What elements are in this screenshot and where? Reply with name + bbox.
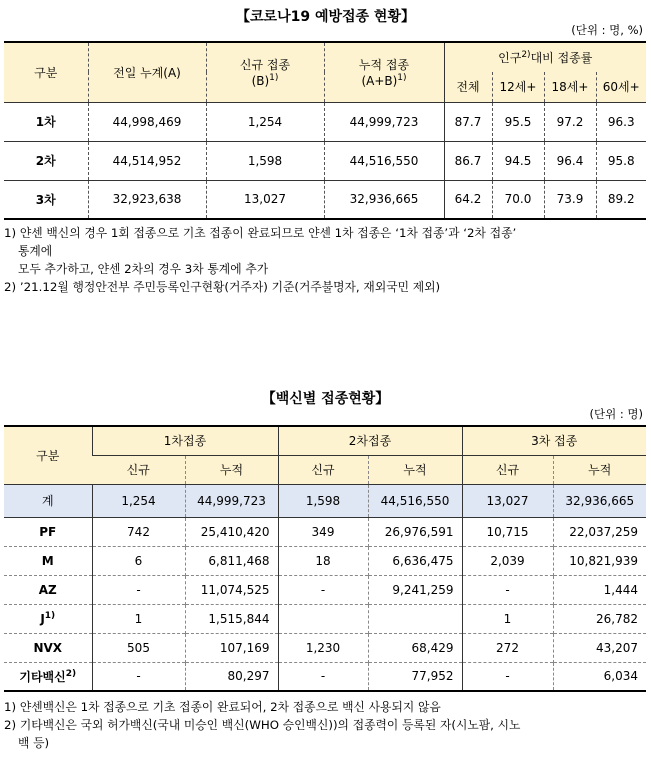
cell: 18	[278, 546, 368, 575]
table-row	[4, 604, 646, 633]
cell-cum: 32,936,665	[324, 180, 444, 219]
cell-rate: 64.2	[444, 180, 492, 219]
table-row	[4, 517, 646, 546]
cell: 1	[462, 604, 553, 633]
cell: 6,034	[553, 662, 646, 691]
cell-new: 13,027	[206, 180, 324, 219]
table-row	[4, 575, 646, 604]
header-new: 신규 접종 $(B)^{1)}$	[206, 42, 324, 102]
header-cum: 누적	[553, 455, 646, 484]
vaccination-status-title: 【코로나19 예방접종 현황】	[236, 9, 415, 25]
vaccine-type-status-title: 【백신별 접종현황】	[261, 391, 390, 407]
cell-rate: 95.5	[492, 102, 544, 141]
cell: 68,429	[368, 633, 462, 662]
header-category: 구분	[4, 42, 88, 102]
cell-rate: 94.5	[492, 141, 544, 180]
cell: 80,297	[185, 662, 278, 691]
cell: 1,444	[553, 575, 646, 604]
vaccination-status-table	[4, 41, 646, 220]
footnote: 2) 기타백신은 국외 허가백신(국내 미승인 백신(WHO 승인백신))의 접종력이 등록된 자(시노팜, 시노	[4, 718, 521, 732]
table1-footnotes	[4, 224, 649, 296]
footnote: 1) 얀센백신은 1차 접종으로 기초 접종이 완료되어, 2차 접종으로 백신 사용되지 않음	[4, 700, 441, 714]
cell-rate: 87.7	[444, 102, 492, 141]
table-row	[4, 546, 646, 575]
cell-rate: 70.0	[492, 180, 544, 219]
row-label: 1차	[4, 102, 88, 141]
cell: 43,207	[553, 633, 646, 662]
row-label: 기타백신$^{2)}$	[4, 662, 92, 691]
cell: -	[92, 575, 185, 604]
cell: 1,515,844	[185, 604, 278, 633]
table-row	[4, 180, 646, 219]
footnote: 백 등)	[18, 736, 50, 750]
row-label: 3차	[4, 180, 88, 219]
cell: 272	[462, 633, 553, 662]
header-rate-all: 전체	[444, 72, 492, 102]
header-dose3: 3차 접종	[462, 426, 646, 455]
cell-prev: 44,514,952	[88, 141, 206, 180]
cell: 1,230	[278, 633, 368, 662]
cell: 44,516,550	[368, 484, 462, 517]
cell-prev: 32,923,638	[88, 180, 206, 219]
cell: 77,952	[368, 662, 462, 691]
row-label: PF	[4, 517, 92, 546]
header-dose2: 2차접종	[278, 426, 462, 455]
cell	[278, 604, 368, 633]
header-cum: 누적	[185, 455, 278, 484]
table2-footnotes	[4, 698, 649, 752]
cell: 10,715	[462, 517, 553, 546]
cell-prev: 44,998,469	[88, 102, 206, 141]
cell-new: 1,598	[206, 141, 324, 180]
cell: 25,410,420	[185, 517, 278, 546]
header-new: 신규	[278, 455, 368, 484]
header-cum: 누적	[368, 455, 462, 484]
header-rate-18: 18세+	[544, 72, 596, 102]
vaccine-type-table	[4, 425, 646, 692]
cell: 6,811,468	[185, 546, 278, 575]
row-label: NVX	[4, 633, 92, 662]
cell-rate: 73.9	[544, 180, 596, 219]
cell-rate: 95.8	[596, 141, 646, 180]
cell-cum: 44,516,550	[324, 141, 444, 180]
cell: 22,037,259	[553, 517, 646, 546]
header-prev-cum: 전일 누계(A)	[88, 42, 206, 102]
cell: 13,027	[462, 484, 553, 517]
cell-new: 1,254	[206, 102, 324, 141]
row-label: 2차	[4, 141, 88, 180]
cell	[368, 604, 462, 633]
cell: 44,999,723	[185, 484, 278, 517]
header-rate: 인구$^{2)}$대비 접종률	[444, 42, 646, 72]
cell: 32,936,665	[553, 484, 646, 517]
cell: 11,074,525	[185, 575, 278, 604]
table-row	[4, 662, 646, 691]
row-label: 계	[4, 484, 92, 517]
header-dose1: 1차접종	[92, 426, 278, 455]
cell: 9,241,259	[368, 575, 462, 604]
cell: -	[462, 575, 553, 604]
header-new: 신규	[462, 455, 553, 484]
cell: -	[92, 662, 185, 691]
cell: -	[462, 662, 553, 691]
header-new: 신규	[92, 455, 185, 484]
cell: 742	[92, 517, 185, 546]
table1-unit: (단위 : 명, %)	[571, 23, 643, 37]
footnote: 모두 추가하고, 얀센 2차의 경우 3차 통계에 추가	[18, 262, 269, 276]
footnote: 통계에	[18, 244, 53, 258]
header-cum: 누적 접종 $(A+B)^{1)}$	[324, 42, 444, 102]
cell: 107,169	[185, 633, 278, 662]
cell: 1,598	[278, 484, 368, 517]
row-label: AZ	[4, 575, 92, 604]
header-rate-12: 12세+	[492, 72, 544, 102]
cell: 2,039	[462, 546, 553, 575]
cell: 10,821,939	[553, 546, 646, 575]
footnote: 1) 얀센 백신의 경우 1회 접종으로 기초 접종이 완료되므로 얀센 1차 접종은 ‘1차 접종’과 ‘2차 접종’	[4, 226, 517, 240]
table2-unit: (단위 : 명)	[589, 407, 643, 421]
header-category: 구분	[4, 426, 92, 484]
row-label: M	[4, 546, 92, 575]
cell-rate: 86.7	[444, 141, 492, 180]
table-row	[4, 102, 646, 141]
cell: -	[278, 662, 368, 691]
table-row	[4, 633, 646, 662]
cell: 26,782	[553, 604, 646, 633]
cell: -	[278, 575, 368, 604]
table-row	[4, 141, 646, 180]
table-row-total	[4, 484, 646, 517]
header-rate-60: 60세+	[596, 72, 646, 102]
cell: 6	[92, 546, 185, 575]
cell-rate: 89.2	[596, 180, 646, 219]
footnote: 2) ’21.12월 행정안전부 주민등록인구현황(거주자) 기준(거주불명자, 재외국민 제외)	[4, 280, 441, 294]
row-label: $J^{1)}$	[4, 604, 92, 633]
cell: 349	[278, 517, 368, 546]
cell: 6,636,475	[368, 546, 462, 575]
cell: 505	[92, 633, 185, 662]
cell-cum: 44,999,723	[324, 102, 444, 141]
cell: 26,976,591	[368, 517, 462, 546]
cell-rate: 96.3	[596, 102, 646, 141]
cell: 1	[92, 604, 185, 633]
cell: 1,254	[92, 484, 185, 517]
cell-rate: 96.4	[544, 141, 596, 180]
cell-rate: 97.2	[544, 102, 596, 141]
